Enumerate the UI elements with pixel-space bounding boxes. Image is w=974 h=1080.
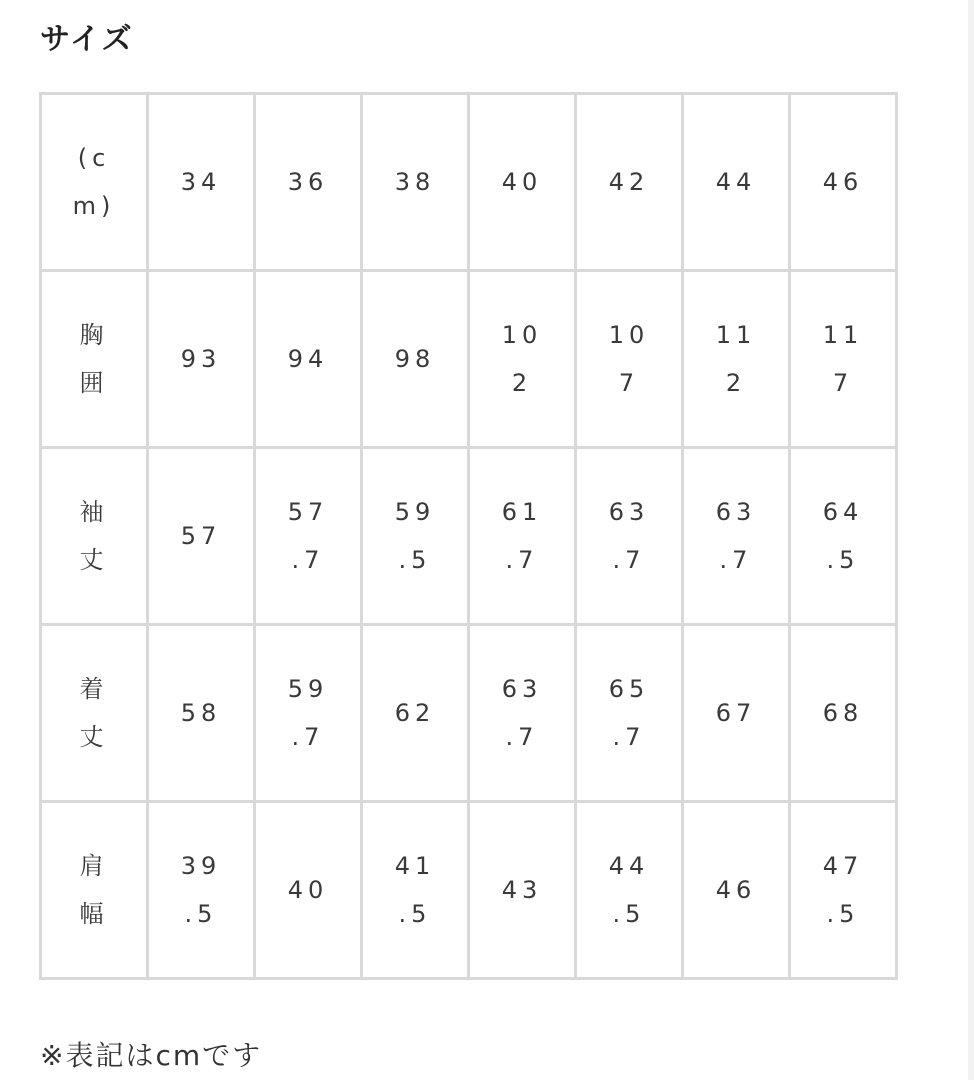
table-cell-size: 46 bbox=[790, 94, 897, 271]
table-cell-value: 63 .7 bbox=[576, 448, 683, 625]
table-cell-row-label: 袖 丈 bbox=[41, 448, 148, 625]
table-cell-value: 64 .5 bbox=[790, 448, 897, 625]
table-cell-value: 41 .5 bbox=[362, 802, 469, 979]
table-cell-value: 63 .7 bbox=[469, 625, 576, 802]
table-cell-value: 47 .5 bbox=[790, 802, 897, 979]
table-cell-value: 46 bbox=[683, 802, 790, 979]
table-cell-size: 44 bbox=[683, 94, 790, 271]
table-cell-value: 67 bbox=[683, 625, 790, 802]
table-row-sleeve bbox=[41, 448, 897, 625]
table-cell-value: 59 .7 bbox=[255, 625, 362, 802]
page-title: サイズ bbox=[40, 22, 134, 57]
table-cell-value: 68 bbox=[790, 625, 897, 802]
table-cell-value: 43 bbox=[469, 802, 576, 979]
table-cell-value: 44 .5 bbox=[576, 802, 683, 979]
table-cell-row-label: 肩 幅 bbox=[41, 802, 148, 979]
table-row-header bbox=[41, 94, 897, 271]
table-cell-value: 61 .7 bbox=[469, 448, 576, 625]
table-cell-value: 59 .5 bbox=[362, 448, 469, 625]
table-cell-value: 57 .7 bbox=[255, 448, 362, 625]
table-cell-value: 57 bbox=[148, 448, 255, 625]
table-cell-unit-label: (c m) bbox=[41, 94, 148, 271]
table-cell-size: 42 bbox=[576, 94, 683, 271]
table-cell-value: 62 bbox=[362, 625, 469, 802]
table-cell-size: 34 bbox=[148, 94, 255, 271]
table-cell-value: 63 .7 bbox=[683, 448, 790, 625]
size-table bbox=[39, 92, 898, 980]
table-cell-value: 94 bbox=[255, 271, 362, 448]
table-cell-value: 98 bbox=[362, 271, 469, 448]
table-cell-size: 40 bbox=[469, 94, 576, 271]
table-row-shoulder bbox=[41, 802, 897, 979]
table-cell-value: 93 bbox=[148, 271, 255, 448]
table-cell-value: 10 2 bbox=[469, 271, 576, 448]
table-row-length bbox=[41, 625, 897, 802]
unit-note: ※表記はcmです bbox=[40, 1039, 263, 1072]
table-cell-size: 36 bbox=[255, 94, 362, 271]
table-cell-value: 10 7 bbox=[576, 271, 683, 448]
table-cell-value: 11 7 bbox=[790, 271, 897, 448]
table-row-chest bbox=[41, 271, 897, 448]
table-cell-row-label: 胸 囲 bbox=[41, 271, 148, 448]
table-cell-value: 11 2 bbox=[683, 271, 790, 448]
table-cell-value: 39 .5 bbox=[148, 802, 255, 979]
right-edge-divider bbox=[968, 0, 974, 1080]
table-cell-row-label: 着 丈 bbox=[41, 625, 148, 802]
table-cell-value: 40 bbox=[255, 802, 362, 979]
table-cell-value: 65 .7 bbox=[576, 625, 683, 802]
table-cell-value: 58 bbox=[148, 625, 255, 802]
table-cell-size: 38 bbox=[362, 94, 469, 271]
